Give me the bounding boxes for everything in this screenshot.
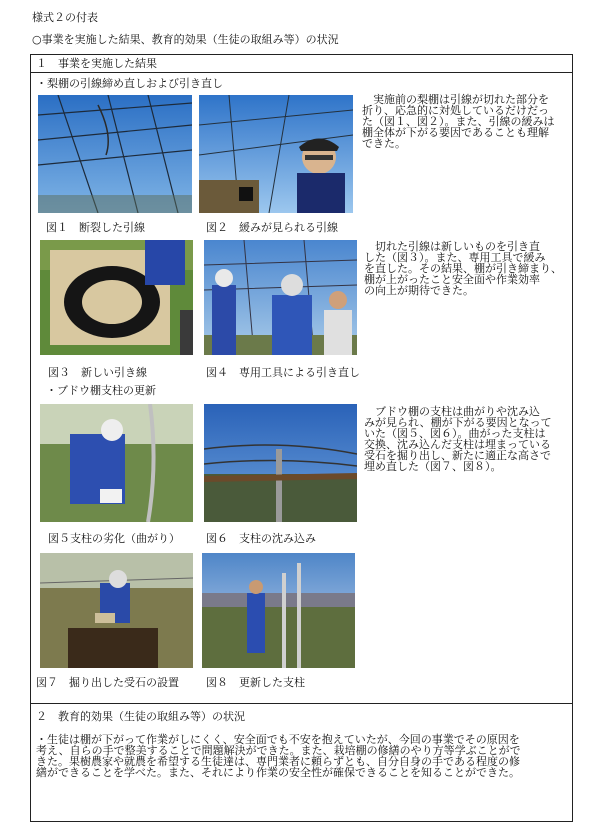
body-line: 繕ができることを学べた。また、それにより作業の安全性が確保できることを知ることができた。 bbox=[36, 766, 520, 779]
caption-fig5: 図５支柱の劣化（曲がり） bbox=[48, 532, 180, 545]
paragraph-line: た（図１、図２）。また、引線の緩みは bbox=[362, 115, 555, 128]
caption-fig8: 図８ 更新した支柱 bbox=[206, 676, 305, 689]
paragraph-line: 埋め直した（図７、図８）。 bbox=[364, 460, 502, 473]
section1-title: １ 事業を実施した結果 bbox=[36, 57, 157, 70]
body-line: 考え、自らの手で整美することで問題解決ができた。また、栽培棚の修繕のやり方等学ぶことがで bbox=[36, 744, 521, 757]
photo-fig2-slack-wire bbox=[199, 95, 353, 213]
paragraph-line: みが見られ、棚が下がる要因となって bbox=[364, 416, 552, 429]
paragraph-line: 切れた引線は新しいものを引き直 bbox=[364, 240, 540, 253]
paragraph-line: ブドウ棚の支柱は曲がりや沈み込 bbox=[364, 405, 540, 418]
subheading-grape-post: ・ブドウ棚支柱の更新 bbox=[46, 384, 156, 397]
paragraph-line: いた（図５、図６）。曲がった支柱は bbox=[364, 427, 546, 440]
form-title: 様式２の付表 bbox=[32, 11, 98, 24]
paragraph-pear-before bbox=[362, 94, 568, 149]
body-line: ・生徒は棚が下がって作業がしにくく、安全面でも不安を抱えていたが、今回の事業でその原因を bbox=[36, 733, 520, 746]
paragraph-line: 受石を掘り出し、新たに適正な高さで bbox=[364, 449, 551, 462]
caption-fig1: 図１ 断裂した引線 bbox=[46, 221, 145, 234]
caption-fig6: 図６ 支柱の沈み込み bbox=[206, 532, 316, 545]
frame-divider bbox=[30, 72, 573, 73]
photo-fig7-foundation-stone bbox=[40, 553, 193, 668]
paragraph-pear-after bbox=[364, 241, 570, 296]
paragraph-line: 折り、応急的に対処しているだけだっ bbox=[362, 104, 549, 117]
paragraph-line: できた。 bbox=[362, 137, 406, 150]
photo-fig8-renewed-post bbox=[202, 553, 355, 668]
paragraph-line: した（図３）。また、専用工具で緩み bbox=[364, 251, 546, 264]
section-divider bbox=[30, 703, 573, 704]
caption-fig7: 図７ 掘り出した受石の設置 bbox=[36, 676, 179, 689]
photo-fig5-bent-post bbox=[40, 404, 193, 522]
subheading-pear-trellis: ・梨棚の引線締め直しおよび引き直し bbox=[36, 77, 223, 90]
paragraph-line: 交換、沈み込んだ支柱は埋まっている bbox=[364, 438, 551, 451]
caption-fig2: 図２ 緩みが見られる引線 bbox=[206, 221, 338, 234]
photo-fig1-broken-wire bbox=[38, 95, 192, 213]
paragraph-line: を直した。その結果、棚が引き締まり、 bbox=[364, 262, 562, 275]
section-heading: ○事業を実施した結果、教育的効果（生徒の取組み等）の状況 bbox=[32, 33, 339, 46]
paragraph-line: 棚が上がったこと安全面や作業効率 bbox=[364, 273, 540, 286]
paragraph-line: の向上が期待できた。 bbox=[364, 284, 474, 297]
section2-title: ２ 教育的効果（生徒の取組み等）の状況 bbox=[36, 710, 245, 723]
paragraph-grape-post bbox=[364, 406, 570, 472]
body-line: きた。果樹農家や就農を希望する生徒達は、専門業者に頼らずとも、自分自身の手である程度の修 bbox=[36, 755, 520, 768]
photo-fig4-tool-tightening bbox=[204, 240, 357, 355]
caption-fig3: 図３ 新しい引き線 bbox=[48, 366, 147, 379]
paragraph-line: 実施前の梨棚は引線が切れた部分を bbox=[362, 93, 549, 106]
photo-fig3-new-wire-coil bbox=[40, 240, 193, 355]
paragraph-line: 棚全体が下がる要因であることも理解 bbox=[362, 126, 549, 139]
caption-fig4: 図４ 専用工具による引き直し bbox=[206, 366, 360, 379]
photo-fig6-sunken-post bbox=[204, 404, 357, 522]
section2-body bbox=[36, 734, 570, 778]
